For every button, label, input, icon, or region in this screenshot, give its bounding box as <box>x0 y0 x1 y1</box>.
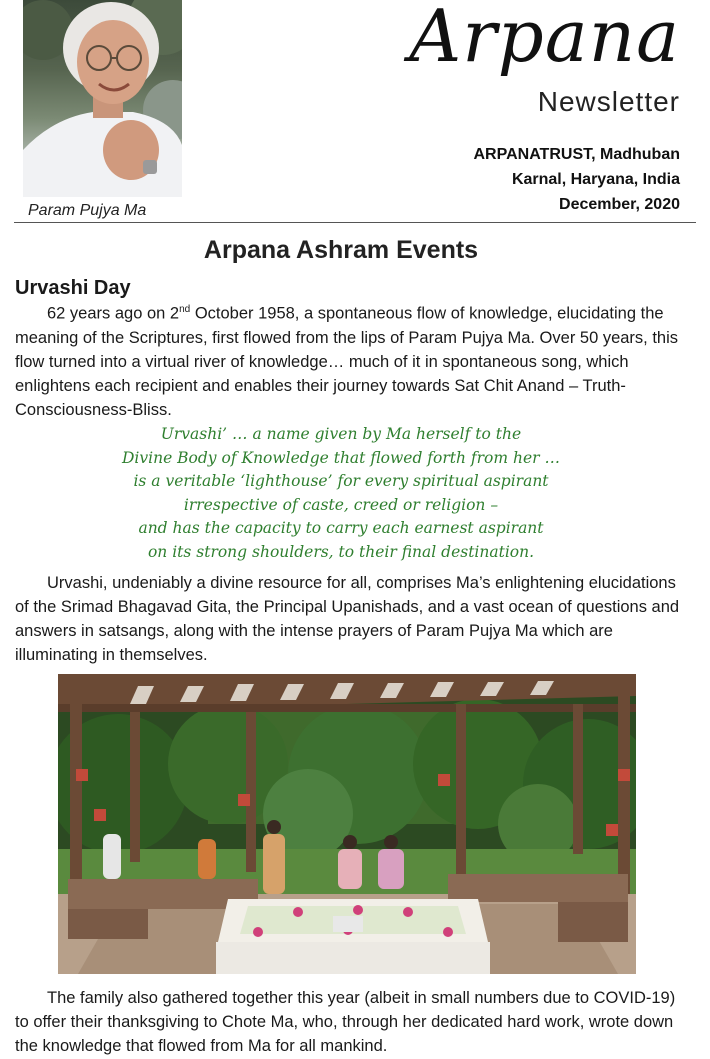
photo-caption: Param Pujya Ma <box>28 202 147 219</box>
quote-line: irrespective of caste, creed or religion – <box>183 495 499 514</box>
masthead-title: Arpana <box>409 0 680 78</box>
urvashi-paragraph: Urvashi, undeniably a divine resource for all, comprises Ma’s enlightening elucidations of the Srimad Bhagavad Gita, the Principal Upanishads, and a vast ocean of questions and answers in satsangs, along with the intense prayers of Param Pujya Ma which are illuminating in themselves. <box>15 574 680 664</box>
quote-line: and has the capacity to carry each earnest aspirant <box>138 519 544 537</box>
section-heading: Urvashi Day <box>15 277 131 299</box>
issue-date: December, 2020 <box>559 196 680 213</box>
intro-paragraph: 62 years ago on 2nd October 1958, a spontaneous flow of knowledge, elucidating the meaning of the Scriptures, first flowed from the lips of Param Pujya Ma. Over 50 years, this flow turned into a virtual river of knowledge… much of it in spontaneous song, which enlightens each recipient and enables their journey towards Sat Chit Anand – Truth-Consciousness-Bliss. <box>15 304 679 419</box>
quote-line: on its strong shoulders, to their final destination. <box>147 542 535 561</box>
address-line-2: Karnal, Haryana, India <box>511 171 680 188</box>
masthead-subtitle: Newsletter <box>537 86 680 117</box>
quote-line: is a veritable ‘lighthouse’ for every spiritual aspirant <box>133 472 549 490</box>
pergola-event-photo <box>58 674 636 974</box>
portrait-photo <box>23 0 182 197</box>
quote-line: Urvashi’ … a name given by Ma herself to the <box>160 425 522 443</box>
page-title: Arpana Ashram Events <box>203 236 479 264</box>
urvashi-quote <box>0 423 682 564</box>
header-divider <box>14 222 696 223</box>
closing-paragraph: The family also gathered together this year (albeit in small numbers due to COVID-19) to offer their thanksgiving to Chote Ma, who, through her dedicated hard work, wrote down the knowledge that flowed from Ma for all mankind. <box>15 989 676 1055</box>
quote-line: Divine Body of Knowledge that flowed forth from her … <box>121 448 561 467</box>
address-line-1: ARPANATRUST, Madhuban <box>473 146 680 163</box>
